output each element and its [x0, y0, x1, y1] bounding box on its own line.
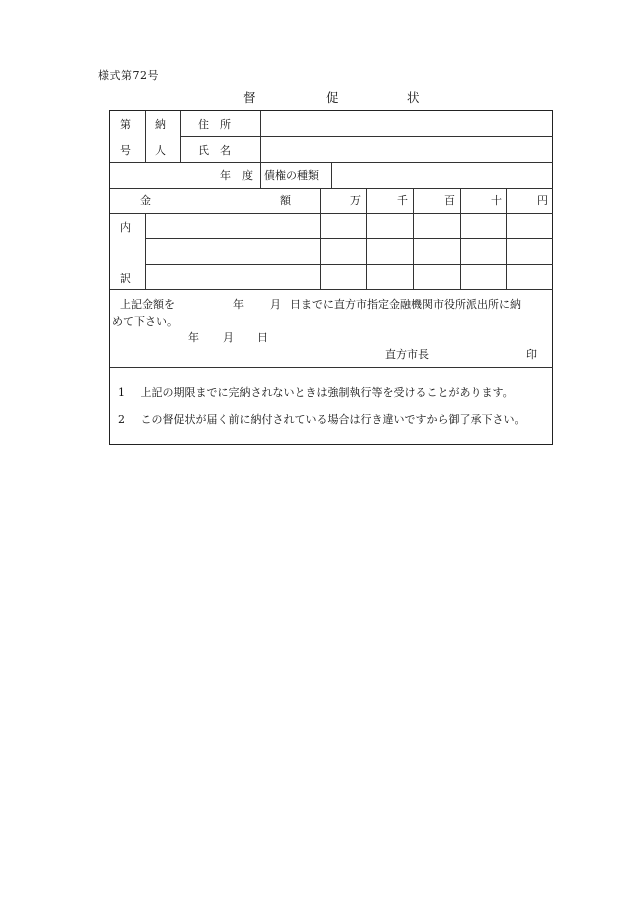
col-divider — [180, 111, 181, 162]
issuer-name: 直方市長 — [385, 348, 429, 361]
issue-date-month: 月 — [223, 331, 234, 344]
unit-sen: 千 — [397, 194, 408, 207]
payer-label-top: 納 — [155, 118, 166, 131]
issue-date-day: 日 — [257, 331, 268, 344]
row-divider — [110, 289, 553, 290]
notice-line2: めて下さい。 — [112, 315, 178, 328]
name-label: 氏 名 — [198, 144, 231, 157]
col-divider — [460, 188, 461, 289]
col-divider — [260, 111, 261, 188]
amount-label-gaku: 額 — [280, 194, 291, 207]
col-divider — [145, 111, 146, 162]
payer-label-bottom: 人 — [155, 144, 166, 157]
number-label-bottom: 号 — [120, 144, 131, 157]
row-divider — [110, 213, 553, 214]
note-number: 1 — [118, 386, 125, 399]
unit-juu: 十 — [491, 194, 502, 207]
claim-type-label: 債権の種類 — [264, 169, 319, 182]
col-divider — [366, 188, 367, 289]
document-title — [0, 88, 630, 104]
address-label: 住 所 — [198, 118, 231, 131]
col-divider — [320, 188, 321, 289]
notice-month-marker: 月 — [270, 298, 281, 311]
breakdown-label-bottom: 訳 — [120, 272, 131, 285]
notice-year-marker: 年 — [233, 298, 244, 311]
number-label-top: 第 — [120, 118, 131, 131]
col-divider — [331, 162, 332, 188]
note-item — [118, 412, 526, 427]
row-divider — [180, 136, 553, 137]
breakdown-label-top: 内 — [120, 221, 131, 234]
form-number: 様式第72号 — [98, 69, 159, 82]
unit-hyaku: 百 — [444, 194, 455, 207]
note-number: 2 — [118, 413, 125, 426]
title-char-1: 督 — [243, 90, 256, 105]
row-divider — [145, 264, 553, 265]
col-divider — [145, 213, 146, 289]
amount-label-kin: 金 — [140, 194, 151, 207]
note-text: 上記の期限までに完納されないときは強制執行等を受けることがあります。 — [140, 386, 514, 399]
fiscal-year-label: 年 度 — [220, 169, 253, 182]
title-char-3: 状 — [407, 90, 420, 105]
col-divider — [413, 188, 414, 289]
unit-man: 万 — [350, 194, 361, 207]
note-text: この督促状が届く前に納付されている場合は行き違いですから御了承下さい。 — [140, 413, 526, 426]
row-divider — [110, 188, 553, 189]
notice-form-table — [109, 110, 553, 445]
title-char-2: 促 — [326, 90, 339, 105]
row-divider — [110, 367, 553, 368]
col-divider — [506, 188, 507, 289]
row-divider — [145, 238, 553, 239]
notice-deadline-text: 日までに直方市指定金融機関市役所派出所に納 — [290, 298, 521, 311]
note-item — [118, 385, 514, 400]
seal-mark: 印 — [526, 348, 537, 361]
unit-yen: 円 — [537, 194, 548, 207]
issue-date-year: 年 — [188, 331, 199, 344]
notice-prefix: 上記金額を — [120, 298, 175, 311]
